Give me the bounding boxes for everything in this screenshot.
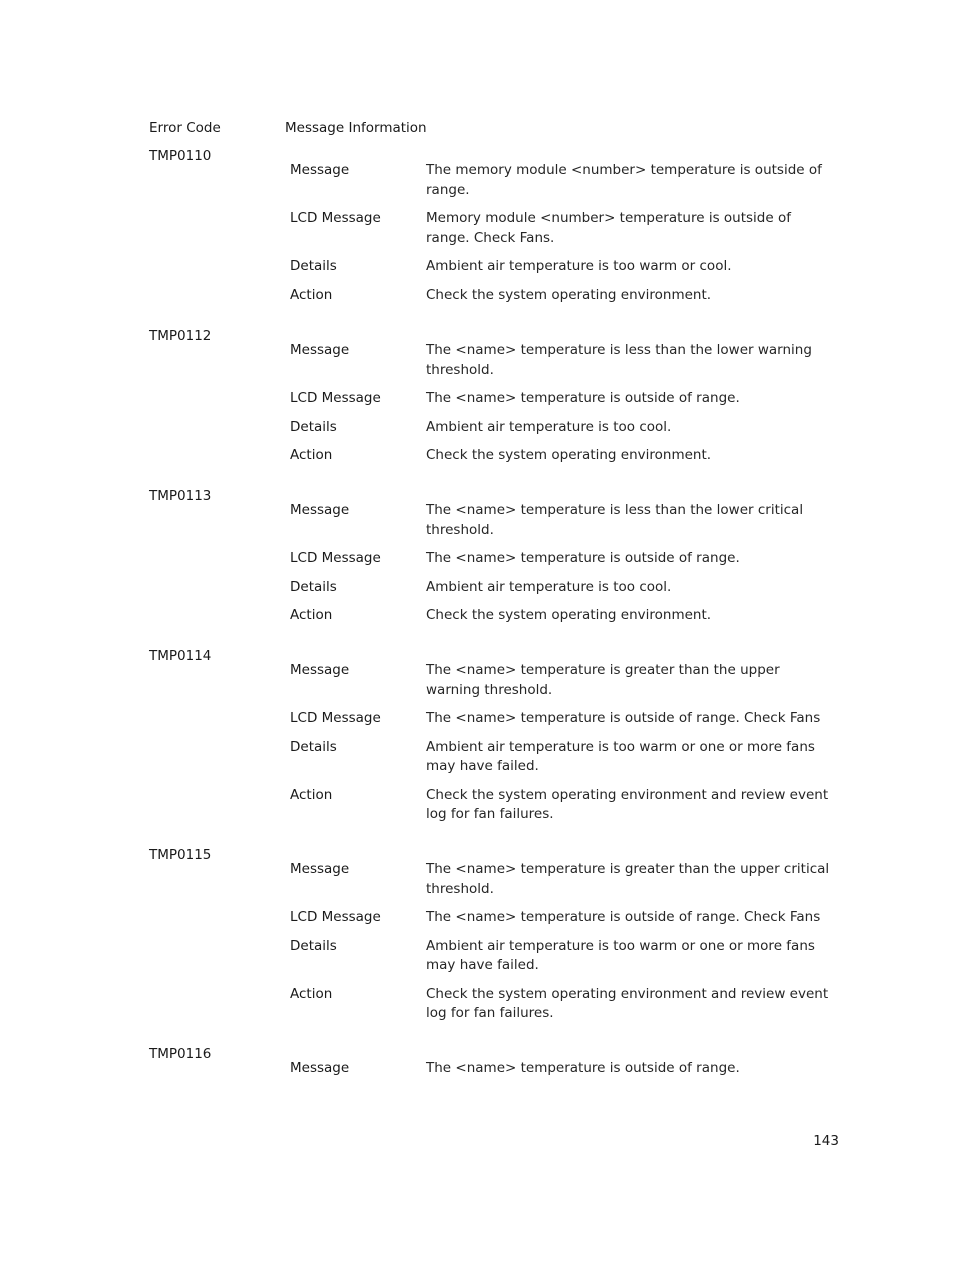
error-code: TMP0115: [149, 847, 212, 863]
info-value: The <name> temperature is outside of range.: [426, 1060, 740, 1076]
info-value: The <name> temperature is less than the lower critical threshold.: [426, 502, 804, 538]
info-row: [290, 709, 830, 729]
info-value: Ambient air temperature is too cool.: [426, 418, 672, 435]
info-label: Action: [290, 607, 333, 623]
message-info-rows: [290, 487, 830, 626]
error-code: TMP0110: [149, 148, 212, 164]
info-row: [290, 738, 830, 777]
info-label: Message: [290, 662, 350, 678]
info-label: Details: [290, 937, 337, 954]
info-label: Action: [290, 786, 333, 803]
error-entry: [149, 147, 849, 327]
info-value: Ambient air temperature is too cool.: [426, 578, 672, 595]
header-message-information: Message Information: [285, 120, 427, 136]
error-code: TMP0113: [149, 488, 212, 504]
info-label: Details: [290, 418, 337, 435]
info-row: [290, 786, 830, 825]
info-value: Check the system operating environment.: [426, 286, 712, 303]
error-entry: [149, 647, 849, 846]
message-info-rows: [290, 647, 830, 825]
info-value: The <name> temperature is greater than the upper warning threshold.: [426, 662, 780, 698]
info-label: LCD Message: [290, 210, 381, 226]
info-label: Message: [290, 162, 350, 178]
info-value: Ambient air temperature is too warm or one or more fans may have failed.: [426, 937, 815, 973]
info-label: Details: [290, 738, 337, 755]
info-label: Action: [290, 447, 333, 463]
info-row: [290, 389, 830, 409]
info-label: Details: [290, 578, 337, 595]
info-value: The <name> temperature is outside of range. Check Fans: [426, 710, 821, 726]
info-label: Message: [290, 502, 350, 518]
info-row: [290, 606, 830, 626]
error-entry: [149, 1045, 849, 1095]
message-info-rows: [290, 147, 830, 305]
message-info-rows: [290, 327, 830, 466]
info-value: Check the system operating environment.: [426, 607, 712, 623]
info-row: [290, 286, 830, 306]
info-value: The <name> temperature is outside of range.: [426, 390, 740, 406]
info-row: [290, 341, 830, 380]
info-row: [290, 985, 830, 1024]
info-row: [290, 161, 830, 200]
info-label: LCD Message: [290, 909, 381, 925]
info-value: The <name> temperature is outside of range. Check Fans: [426, 909, 821, 925]
error-entry: [149, 327, 849, 487]
info-value: Memory module <number> temperature is outside of range. Check Fans.: [426, 210, 791, 246]
info-row: [290, 446, 830, 466]
error-code: TMP0114: [149, 648, 212, 664]
error-entry: [149, 846, 849, 1045]
info-label: LCD Message: [290, 390, 381, 406]
info-value: Check the system operating environment.: [426, 447, 712, 463]
message-info-rows: [290, 1045, 830, 1079]
table-header: [149, 119, 849, 139]
info-value: Ambient air temperature is too warm or cool.: [426, 258, 732, 274]
info-row: [290, 937, 830, 976]
info-label: Details: [290, 258, 337, 274]
info-label: LCD Message: [290, 710, 381, 726]
error-code-table: [149, 147, 849, 1095]
error-code: TMP0112: [149, 328, 212, 344]
info-value: Ambient air temperature is too warm or one or more fans may have failed.: [426, 738, 815, 774]
info-value: Check the system operating environment and review event log for fan failures.: [426, 786, 829, 822]
info-row: [290, 418, 830, 438]
info-row: [290, 549, 830, 569]
info-value: The <name> temperature is outside of range.: [426, 550, 740, 566]
header-error-code: Error Code: [149, 120, 221, 136]
info-row: [290, 1059, 830, 1079]
info-row: [290, 860, 830, 899]
info-row: [290, 257, 830, 277]
info-value: Check the system operating environment and review event log for fan failures.: [426, 985, 829, 1021]
info-label: LCD Message: [290, 550, 381, 566]
info-label: Action: [290, 985, 333, 1002]
info-value: The <name> temperature is greater than the upper critical threshold.: [426, 861, 830, 897]
error-entry: [149, 487, 849, 647]
info-label: Message: [290, 1060, 350, 1076]
error-code: TMP0116: [149, 1046, 212, 1062]
info-row: [290, 661, 830, 700]
info-label: Message: [290, 861, 350, 877]
info-value: The <name> temperature is less than the lower warning threshold.: [426, 342, 812, 378]
info-row: [290, 908, 830, 928]
info-row: [290, 501, 830, 540]
page-number: 143: [813, 1133, 839, 1149]
info-value: The memory module <number> temperature is outside of range.: [426, 162, 822, 198]
info-label: Message: [290, 342, 350, 358]
info-label: Action: [290, 286, 333, 303]
info-row: [290, 209, 830, 248]
info-row: [290, 578, 830, 598]
message-info-rows: [290, 846, 830, 1024]
